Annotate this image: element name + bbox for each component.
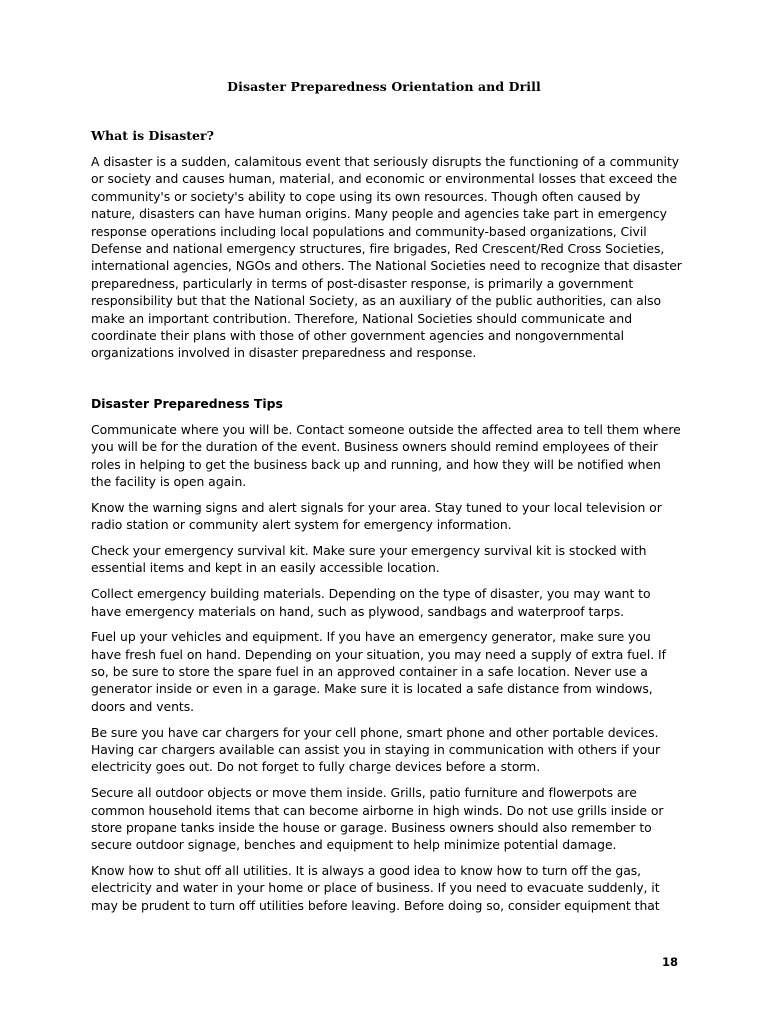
tip-paragraph-utilities: Know how to shut off all utilities. It is always a good idea to know how to turn off the gas, electricity and water in your home or place of business. If you need to evacuate suddenly, it may be prudent to turn off utilities before leaving. Before doing so, consider equipment that <box>91 863 660 913</box>
tip-paragraph-survival-kit: Check your emergency survival kit. Make sure your emergency survival kit is stocked with essential items and kept in an easily accessible location. <box>91 543 647 576</box>
intro-paragraph: A disaster is a sudden, calamitous event that seriously disrupts the functioning of a community or society and causes human, material, and economic or environmental losses that exceed the community's or society's ability to cope using its own resources. Though often caused by nature, disasters can have human origins. Many people and agencies take part in emergency response operations including local populations and community-based organizations, Civil Defense and national emergency structures, fire brigades, Red Crescent/Red Cross Societies, international agencies, NGOs and others. The National Societies need to recognize that disaster preparedness, particularly in terms of post-disaster response, is primarily a government responsibility but that the National Society, as an auxiliary of the public authorities, can also make an important contribution. Therefore, National Societies should communicate and coordinate their plans with those of other government agencies and nongovernmental organizations involved in disaster preparedness and response. <box>91 154 682 361</box>
document-title: Disaster Preparedness Orientation and Drill <box>227 79 541 94</box>
page-number: 18 <box>661 955 678 969</box>
intro-paragraph-block <box>91 153 683 362</box>
tip-paragraph-building-materials: Collect emergency building materials. Depending on the type of disaster, you may want to have emergency materials on hand, such as plywood, sandbags and waterproof tarps. <box>91 586 651 619</box>
tip-paragraph-fuel: Fuel up your vehicles and equipment. If you have an emergency generator, make sure you have fresh fuel on hand. Depending on your situation, you may need a supply of extra fuel. If so, be sure to store the spare fuel in an approved container in a safe location. Never use a generator inside or even in a garage. Make sure it is located a safe distance from windows, doors and vents. <box>91 629 666 714</box>
tip-paragraph-communicate: Communicate where you will be. Contact someone outside the affected area to tell them where you will be for the duration of the event. Business owners should remind employees of their roles in helping to get the business back up and running, and how they will be notified when the facility is open again. <box>91 422 681 490</box>
section-heading-tips: Disaster Preparedness Tips <box>91 396 283 411</box>
section-heading-what-is-disaster: What is Disaster? <box>91 128 214 143</box>
tip-paragraph-warning-signs: Know the warning signs and alert signals for your area. Stay tuned to your local television or radio station or community alert system for emergency information. <box>91 499 662 533</box>
tips-list <box>91 421 683 923</box>
tip-paragraph-car-chargers: Be sure you have car chargers for your cell phone, smart phone and other portable devices. Having car chargers available can assist you in staying in communication with others if your electricity goes out. Do not forget to fully charge devices before a storm. <box>91 724 661 775</box>
tip-paragraph-outdoor-objects: Secure all outdoor objects or move them inside. Grills, patio furniture and flowerpots are common household items that can become airborne in high winds. Do not use grills inside or store propane tanks inside the house or garage. Business owners should also remember to secure outdoor signage, benches and equipment to help minimize potential damage. <box>91 785 664 853</box>
